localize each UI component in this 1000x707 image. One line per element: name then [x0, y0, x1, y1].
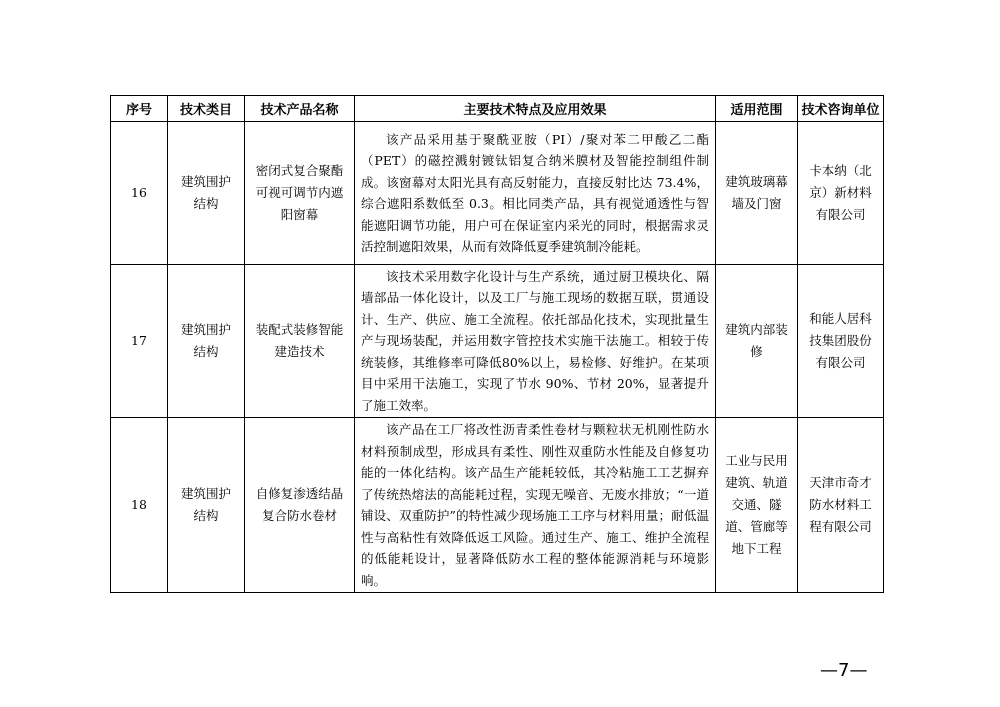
cell-seq: 18 [111, 418, 168, 593]
cell-consult: 天津市奇才防水材料工程有限公司 [809, 475, 872, 534]
table-header-row [111, 96, 884, 122]
cell-product: 密闭式复合聚酯可视可调节内遮阳窗幕 [255, 163, 344, 222]
header-seq: 序号 [111, 96, 168, 122]
cell-category: 建筑围护结构 [180, 486, 231, 523]
table-row [111, 418, 884, 593]
cell-features: 该技术采用数字化设计与生产系统，通过厨卫模块化、隔墙部品一体化设计，以及工厂与施工现场的数据互联，贯通设计、生产、供应、施工全流程。依托部品化技术，实现批量生产与现场装配，并运用数字管控技术实施干法施工。相较于传统装修，其维修率可降低80%以上，易检修、好维护。在某项目中采用干法施工，实现了节水 90%、节材 20%，显著提升了施工效率。 [355, 265, 716, 418]
header-scope: 适用范围 [716, 96, 798, 122]
cell-features: 该产品采用基于聚酰亚胺（PI）/聚对苯二甲酸乙二酯（PET）的磁控溅射镀钛铝复合纳米膜材及智能控制组件制成。该窗幕对太阳光具有高反射能力，直接反射比达 73.4%，综合遮阳系数低至 0.3。相比同类产品，具有视觉通透性与智能遮阳调节功能，用户可在保证室内采光的同时，根据需求灵活控制遮阳效果，从而有效降低夏季建筑制冷能耗。 [355, 122, 716, 265]
cell-scope: 建筑内部装修 [725, 322, 788, 359]
cell-seq: 16 [111, 122, 168, 265]
cell-category: 建筑围护结构 [180, 174, 231, 211]
table-row [111, 122, 884, 265]
cell-seq: 17 [111, 265, 168, 418]
header-consult: 技术咨询单位 [798, 96, 884, 122]
header-product: 技术产品名称 [245, 96, 355, 122]
cell-category: 建筑围护结构 [180, 322, 231, 359]
header-features: 主要技术特点及应用效果 [355, 96, 716, 122]
page-number: —7— [820, 660, 868, 681]
header-category: 技术类目 [168, 96, 245, 122]
cell-features: 该产品在工厂将改性沥青柔性卷材与颗粒状无机刚性防水材料预制成型，形成具有柔性、刚性双重防水性能及自修复功能的一体化结构。该产品生产能耗较低，其冷粘施工工艺摒弃了传统热熔法的高能耗过程，实现无噪音、无废水排放；“一道铺设、双重防护”的特性减少现场施工工序与材料用量；耐低温性与高粘性有效降低返工风险。通过生产、施工、维护全流程的低能耗设计，显著降低防水工程的整体能源消耗与环境影响。 [355, 418, 716, 593]
cell-product: 自修复渗透结晶复合防水卷材 [255, 486, 344, 523]
cell-consult: 和能人居科技集团股份有限公司 [809, 311, 872, 370]
table-row [111, 265, 884, 418]
cell-product: 装配式装修智能建造技术 [255, 322, 344, 359]
cell-consult: 卡本纳（北京）新材料有限公司 [809, 163, 872, 222]
cell-scope: 工业与民用建筑、轨道交通、隧道、管廊等地下工程 [725, 453, 788, 556]
technology-table [110, 95, 884, 593]
cell-scope: 建筑玻璃幕墙及门窗 [725, 174, 788, 211]
